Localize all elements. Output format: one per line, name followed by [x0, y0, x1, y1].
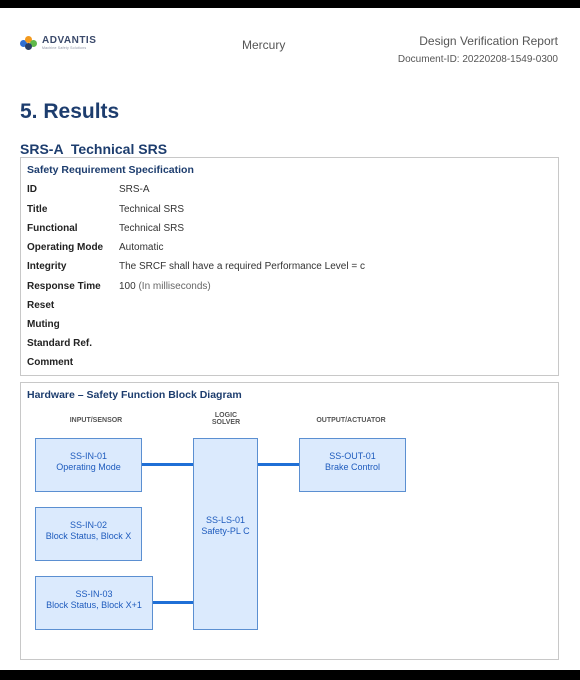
column-header-output: OUTPUT/ACTUATOR [316, 417, 386, 424]
row-value: Automatic [119, 242, 164, 253]
row-label: Reset [27, 299, 55, 311]
block-desc: Brake Control [324, 462, 381, 472]
srs-panel-title: Safety Requirement Specification [27, 164, 194, 176]
block-ss-in-03 [35, 576, 153, 630]
connector-ls-out [258, 463, 300, 466]
block-id: SS-OUT-01 [329, 451, 376, 461]
block-ss-ls-01 [193, 438, 258, 630]
connector-in1-ls [141, 463, 194, 466]
logo-name: ADVANTIS [42, 35, 97, 46]
block-ss-in-02 [35, 507, 142, 561]
block-ss-out-01 [299, 438, 406, 492]
block-desc: Block Status, Block X [45, 531, 132, 541]
row-label: ID [27, 184, 37, 195]
row-label: Comment [27, 357, 74, 368]
row-value: The SRCF shall have a required Performance Level = c [119, 261, 365, 272]
block-desc: Operating Mode [56, 462, 121, 472]
block-id: SS-IN-03 [75, 589, 113, 599]
column-header-logic: LOGIC SOLVER [211, 412, 241, 426]
company-logo [20, 36, 96, 51]
row-label: Title [27, 203, 48, 215]
block-ss-in-01 [35, 438, 142, 492]
srs-panel [20, 157, 559, 376]
unit-note: (In milliseconds) [138, 280, 211, 292]
block-id: SS-IN-01 [69, 451, 107, 461]
row-value: SRS-A [119, 184, 150, 195]
report-page [0, 8, 580, 670]
block-id: SS-LS-01 [205, 515, 246, 525]
section-title: 5. Results [20, 100, 120, 123]
row-value: 100 (In milliseconds) [119, 280, 211, 292]
connector-in3-ls [152, 601, 194, 604]
block-desc: Safety-PL C [201, 526, 250, 536]
logo-tagline: Machine Safety Solutions [42, 46, 87, 50]
report-title: Design Verification Report [419, 34, 558, 48]
row-value: Technical SRS [119, 222, 185, 234]
row-value: Technical SRS [119, 203, 185, 215]
row-label: Standard Ref. [27, 338, 93, 349]
row-label: Response Time [27, 280, 101, 292]
document-id: Document-ID: 20220208-1549-0300 [397, 54, 558, 65]
subsection-title: SRS-A Technical SRS [20, 141, 168, 157]
logo-mark-icon [20, 36, 38, 50]
row-label: Integrity [27, 261, 67, 272]
column-header-input: INPUT/SENSOR [69, 417, 123, 424]
block-desc: Block Status, Block X+1 [46, 600, 142, 610]
row-label: Muting [27, 319, 60, 330]
block-id: SS-IN-02 [69, 520, 107, 530]
product-name: Mercury [242, 38, 286, 52]
row-label: Operating Mode [27, 242, 104, 253]
row-label: Functional [27, 222, 78, 234]
hardware-panel-title: Hardware – Safety Function Block Diagram [27, 389, 242, 401]
hardware-panel [20, 382, 559, 660]
